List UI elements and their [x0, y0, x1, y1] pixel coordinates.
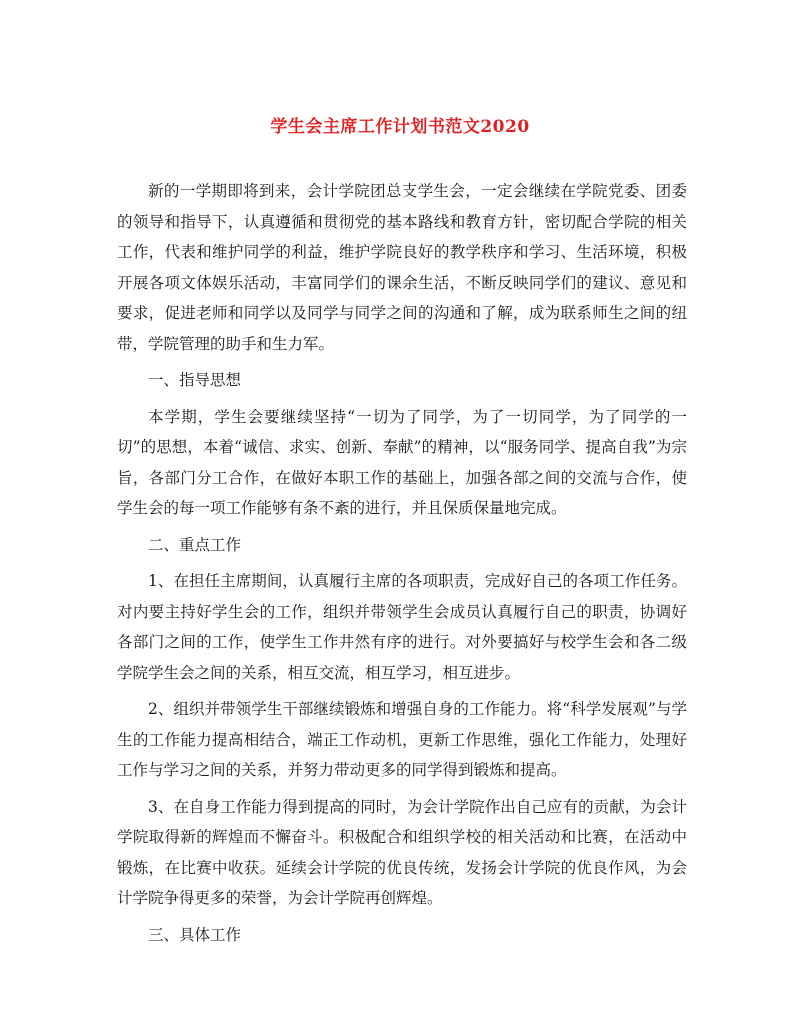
- key-work-item-2: 2、组织并带领学生干部继续锻炼和增强自身的工作能力。将“科学发展观”与学生的工作能力提高相结合，端正工作动机，更新工作思维，强化工作能力，处理好工作与学习之间的关系，并努力带动更多的同学得到锻炼和提高。: [117, 700, 687, 779]
- intro-paragraph: 新的一学期即将到来，会计学院团总支学生会，一定会继续在学院党委、团委的领导和指导下，认真遵循和贯彻党的基本路线和教育方针，密切配合学院的相关工作，代表和维护同学的利益，维护学院良好的教学秩序和学习、生活环境，积极开展各项文体娱乐活动，丰富同学们的课余生活，不断反映同学们的建议、意见和要求，促进老师和同学以及同学与同学之间的沟通和了解，成为联系师生之间的纽带，学院管理的助手和生力军。: [117, 182, 687, 353]
- guiding-thought-paragraph: 本学期，学生会要继续坚持“一切为了同学，为了一切同学，为了同学的一切”的思想，本着“诚信、求实、创新、奉献”的精神，以“服务同学、提高自我”为宗旨，各部门分工合作，在做好本职工作的基础上，加强各部之间的交流与合作，使学生会的每一项工作能够有条不紊的进行，并且保质保量地完成。: [117, 407, 687, 517]
- key-work-item-1: 1、在担任主席期间，认真履行主席的各项职责，完成好自己的各项工作任务。对内要主持好学生会的工作，组织并带领学生会成员认真履行自己的职责，协调好各部门之间的工作，使学生工作井然有序的进行。对外要搞好与校学生会和各二级学院学生会之间的关系，相互交流，相互学习，相互进步。: [117, 572, 687, 682]
- section-heading-guiding-thought: 一、指导思想: [148, 371, 242, 389]
- section-heading-key-work: 二、重点工作: [148, 535, 242, 554]
- key-work-item-3: 3、在自身工作能力得到提高的同时，为会计学院作出自己应有的贡献，为会计学院取得新的辉煌而不懈奋斗。积极配合和组织学校的相关活动和比赛，在活动中锻炼，在比赛中收获。延续会计学院的优良传统，发扬会计学院的优良作风，为会计学院争得更多的荣誉，为会计学院再创辉煌。: [117, 797, 687, 907]
- document-body: [117, 176, 687, 950]
- document-title: 学生会主席工作计划书范文2020: [270, 117, 530, 137]
- section-heading-specific-work: 三、具体工作: [148, 925, 242, 944]
